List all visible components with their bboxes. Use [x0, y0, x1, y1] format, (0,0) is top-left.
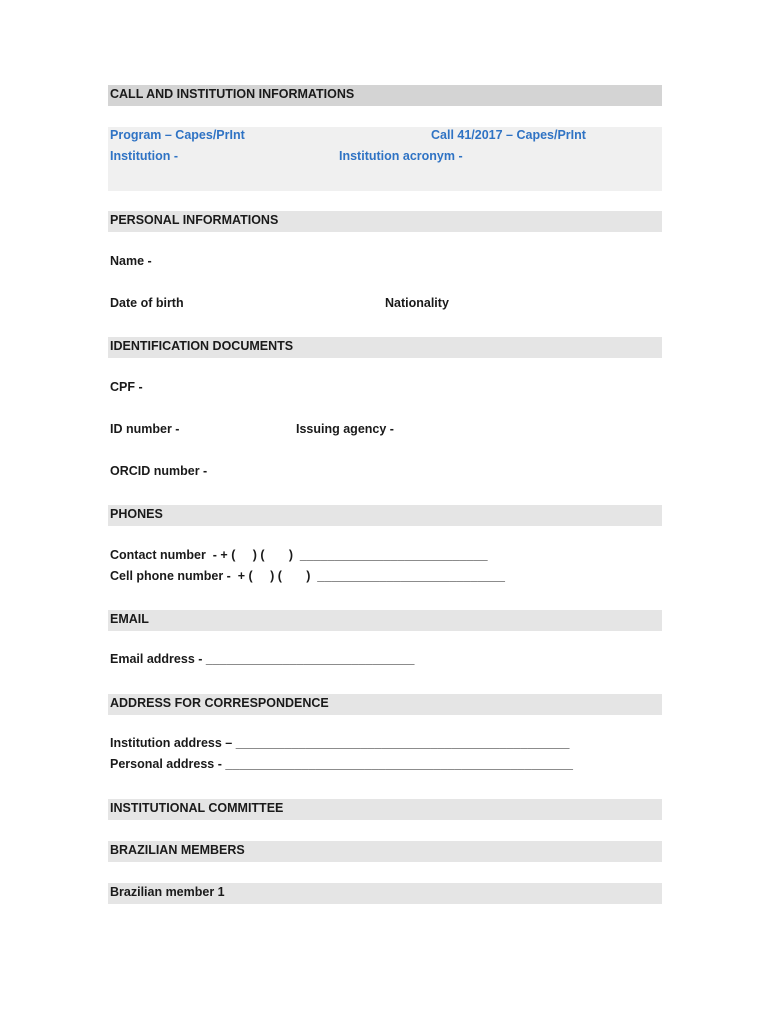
section-header-identification	[108, 337, 662, 358]
personal-address-line: Personal address - __________________________________________________	[110, 757, 573, 771]
name-field-label: Name -	[110, 254, 152, 268]
section-title: ADDRESS FOR CORRESPONDENCE	[110, 696, 329, 710]
id-number-label: ID number -	[110, 422, 180, 436]
section-title: BRAZILIAN MEMBERS	[110, 843, 245, 857]
contact-number-line: Contact number - + ( ) ( ) ___________________________	[110, 548, 488, 562]
section-title: PERSONAL INFORMATIONS	[110, 213, 279, 227]
institution-acronym-label: Institution acronym -	[339, 149, 463, 163]
section-header-committee	[108, 799, 662, 820]
cpf-label: CPF -	[110, 380, 143, 394]
section-title: EMAIL	[110, 612, 149, 626]
call-label: Call 41/2017 – Capes/PrInt	[431, 128, 586, 142]
section-title: PHONES	[110, 507, 163, 521]
orcid-label: ORCID number -	[110, 464, 208, 478]
email-address-line: Email address - ______________________________	[110, 652, 415, 666]
section-header-address	[108, 694, 662, 715]
issuing-agency-label: Issuing agency -	[296, 422, 394, 436]
section-title: IDENTIFICATION DOCUMENTS	[110, 339, 294, 353]
institution-address-line: Institution address – ________________________________________________	[110, 736, 570, 750]
nationality-label: Nationality	[385, 296, 449, 310]
institution-label: Institution -	[110, 149, 179, 163]
section-header-brazilian-members	[108, 841, 662, 862]
section-header-call-institution	[108, 85, 662, 106]
section-title: INSTITUTIONAL COMMITTEE	[110, 801, 284, 815]
cell-phone-line: Cell phone number - + ( ) ( ) ___________________________	[110, 569, 506, 583]
date-of-birth-label: Date of birth	[110, 296, 184, 310]
program-label: Program – Capes/PrInt	[110, 128, 245, 142]
section-header-phones	[108, 505, 662, 526]
section-title: Brazilian member 1	[110, 885, 225, 899]
section-title: CALL AND INSTITUTION INFORMATIONS	[110, 87, 355, 101]
subsection-header-brazilian-member-1	[108, 883, 662, 904]
section-header-email	[108, 610, 662, 631]
section-header-personal	[108, 211, 662, 232]
